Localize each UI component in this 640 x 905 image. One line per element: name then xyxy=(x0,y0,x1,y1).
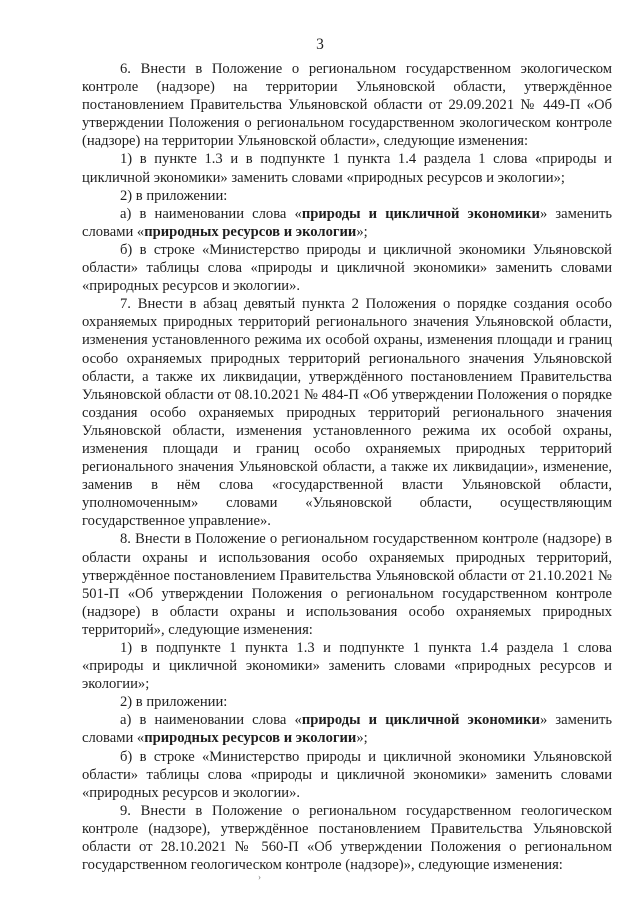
paragraph xyxy=(82,205,612,241)
paragraph xyxy=(82,693,612,711)
paragraph xyxy=(82,802,612,874)
bold-text: природных ресурсов и экологии xyxy=(144,730,357,747)
document-body xyxy=(82,60,612,874)
text-run: 1) в подпункте 1 пункта 1.3 и подпункте 1 пункта 1.4 раздела 1 слова «природы и цикличной экономики» заменить словами «природных ресурсов и экологии»; xyxy=(82,640,612,693)
paragraph xyxy=(82,241,612,295)
text-run: 1) в пункте 1.3 и в подпункте 1 пункта 1.4 раздела 1 слова «природы и цикличной экономики» заменить словами «природных ресурсов и экологии»; xyxy=(82,151,612,186)
text-run: 2) в приложении: xyxy=(120,187,228,204)
paragraph xyxy=(82,639,612,693)
text-run: 6. Внести в Положение о региональном государственном экологическом контроле (надзоре) на территории Ульяновской области, утверждённое постановлением Правительства Ульяновской области от 29.09.2021 № 449-П «Об утверждении Положения о региональном государственном экологическом контроле (надзоре) на территории Ульяновской области», следующие изменения: xyxy=(82,61,612,150)
paragraph xyxy=(82,748,612,802)
text-run: » заменить словами « xyxy=(82,205,612,240)
text-run: а) в наименовании слова « xyxy=(120,205,302,222)
text-run: 9. Внести в Положение о региональном государственном геологическом контроле (надзоре), утверждённое постановлением Правительства Ульяновской области от 28.10.2021 № 560-П «Об утверждении Положения о региональном государственном геологическом контроле (надзоре)», следующие изменения: xyxy=(82,802,612,874)
paragraph xyxy=(82,295,612,530)
paragraph xyxy=(82,530,612,639)
scan-mark: › xyxy=(258,872,261,882)
text-run: 7. Внести в абзац девятый пункта 2 Положения о порядке создания особо охраняемых природных территорий регионального значения Ульяновской области, изменения установленного режима их особой охраны, изменения площади и границ особо охраняемых природных территорий регионального значения Ульяновской области, а также их ликвидации, утверждённого постановлением Правительства Ульяновской области от 08.10.2021 № 484-П «Об утверждении Положения о порядке создания особо охраняемых природных территорий регионального значения Ульяновской области, изменения установленного режима их особой охраны, изменения площади и границ особо охраняемых природных территорий регионального значения Ульяновской области, а также их ликвидации», изменение, заменив в нём слова «государственной власти Ульяновской области, уполномоченным» словами «Ульяновской области, осуществляющим государственное управление». xyxy=(82,296,612,530)
text-run: » заменить словами « xyxy=(82,712,612,747)
bold-text: природных ресурсов и экологии xyxy=(144,223,357,240)
bold-text: природы и цикличной экономики xyxy=(301,712,540,729)
bold-text: природы и цикличной экономики xyxy=(301,205,540,222)
text-run: 2) в приложении: xyxy=(120,694,228,711)
text-run: »; xyxy=(356,223,368,240)
paragraph xyxy=(82,60,612,150)
text-run: а) в наименовании слова « xyxy=(120,712,302,729)
text-run: »; xyxy=(356,730,368,747)
text-run: 8. Внести в Положение о региональном государственном контроле (надзоре) в области охраны и использования особо охраняемых природных территорий, утверждённое постановлением Правительства Ульяновской области от 21.10.2021 № 501-П «Об утверждении Положения о региональном государственном контроле (надзоре) в области охраны и использования особо охраняемых природных территорий», следующие изменения: xyxy=(82,531,612,638)
paragraph xyxy=(82,187,612,205)
text-run: б) в строке «Министерство природы и цикличной экономики Ульяновской области» таблицы слова «природы и цикличной экономики» заменить словами «природных ресурсов и экологии». xyxy=(82,748,612,801)
page-number: 3 xyxy=(316,36,324,53)
text-run: б) в строке «Министерство природы и цикличной экономики Ульяновской области» таблицы слова «природы и цикличной экономики» заменить словами «природных ресурсов и экологии». xyxy=(82,241,612,295)
paragraph xyxy=(82,150,612,186)
paragraph xyxy=(82,711,612,747)
